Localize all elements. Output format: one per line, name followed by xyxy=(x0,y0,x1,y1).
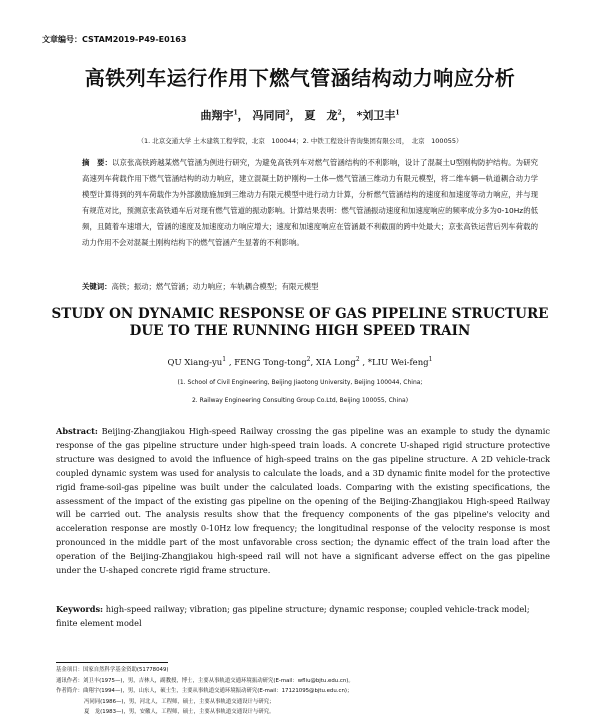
en-author-3: XIA Long$^2$ xyxy=(315,356,360,368)
footnote-corresponding: 通讯作者：刘卫丰(1975—)，男，吉林人，副教授，博士，主要从事轨道交通环境振动研究(E-mail：wfliu@bjtu.edu.cn)。 xyxy=(56,677,354,684)
english-authors: QU Xiang-$yu^1$ , FENG Tong-tong$^2$, XIA Long$^2$ , *LIU Wei-feng$^1$ xyxy=(167,356,433,368)
english-affiliation-1: (1. School of Civil Engineering, Beijing Jiaotong University, Beijing 100044, China; xyxy=(177,379,423,386)
cn-author-1: 曲翔宇$^1$ xyxy=(200,109,238,122)
cn-keywords-text: 高铁；振动；燃气管涵；动力响应；车轨耦合模型；有限元模型 xyxy=(111,282,319,291)
en-author-2: FENG Tong-tong$^2$ xyxy=(234,356,311,368)
en-keywords-text: high-speed railway; vibration; gas pipeline structure; dynamic response; coupled vehicle-track model; finite element model xyxy=(56,604,530,628)
english-keywords xyxy=(56,603,550,631)
chinese-keywords xyxy=(82,281,538,292)
english-affiliation-2: 2. Railway Engineering Consulting Group Co.Ltd, Beijing 100055, China) xyxy=(191,397,409,404)
footnote-fund: 基金项目：国家自然科学基金资助(51778049) xyxy=(56,667,169,673)
cn-abstract-label: 摘 要： xyxy=(82,158,113,167)
cn-author-4: *刘卫丰$^1$ xyxy=(356,109,400,122)
chinese-title: 高铁列车运行作用下燃气管涵结构动力响应分析 xyxy=(84,66,516,90)
cn-author-3: 夏 龙$^2$ xyxy=(304,109,342,122)
english-abstract xyxy=(56,425,550,578)
footnote-divider xyxy=(56,662,168,663)
cn-abstract-text: 以京张高铁跨越某燃气管涵为例进行研究，为避免高铁列车对燃气管涵结构的不利影响，设计了混凝土U型刚构防护结构。为研究高速列车荷载作用下燃气管涵结构的动力响应，建立混凝土防护刚构—土体—燃气管涵三维动力有限元模型，将二维车辆—轨道耦合动力学模型计算得到的列车荷载作为外部激励施加到三维动力有限元模型中进行动力计算，分析燃气管涵结构的速度和加速度等动力响应，并与现有规范对比，预测京张高铁通车后对现有燃气管道的振动影响。计算结果表明：燃气管涵振动速度和加速度响应的频率成分多为0-10Hz的低频，且随着车速增大，管涵的速度及加速度动力响应增大；速度和加速度响应在管涵最不利截面的跨中处最大；京张高铁运营后列车荷载的动力作用不会对混凝土刚构结构下的燃气管涵产生显著的不利影响。 xyxy=(82,158,538,247)
en-keywords-label: Keywords: xyxy=(56,604,104,614)
footnote-author-1: 作者简介：曲翔宇(1994—)，男，山东人，硕士生，主要从事轨道交通环境振动研究(E-mail：17121095@bjtu.edu.cn)； xyxy=(56,688,353,694)
article-id: 文章编号：CSTAM2019-P49-E0163 xyxy=(42,35,187,44)
en-abstract-label: Abstract: xyxy=(56,426,98,436)
cn-author-2: 冯同同$^2$ xyxy=(252,109,290,122)
en-abstract-text: Beijing-Zhangjiakou High-speed Railway crossing the gas pipeline was an example to study the dynamic response of the gas pipeline structure under high-speed train loads. A concrete U-shaped rigid structure protective structure was designed to avoid the influence of high-speed trains on the gas pipeline structure. A 2D vehicle-track coupled dynamic system was used for analysis to calculate the loads, and a 3D dynamic finite model for the protective rigid frame-soil-gas pipeline was built under the calculated loads. Comparing with the existing specifications, the assessment of the impact of the existing gas pipeline on the opening of the Beijing-Zhangjiakou High-speed Railway will be carried out. The analysis results show that the frequency components of the gas pipeline's velocity and acceleration response are mostly 0-10Hz low frequency; the longitudinal response of the velocity response is most pronounced in the middle part of the most unfavorable cross section; the dynamic effect of the train load after the operation of the Beijing-Zhangjiakou high-speed rail will not have a significant adverse effect on the gas pipeline under the U-shaped concrete rigid frame structure. xyxy=(56,426,550,576)
cn-keywords-label: 关键词： xyxy=(82,282,112,291)
en-author-1: QU Xiang-$yu^1$ xyxy=(167,356,227,368)
chinese-affiliation: （1. 北京交通大学 土木建筑工程学院，北京 100044；2. 中铁工程设计咨询集团有限公司， 北京 100055） xyxy=(137,137,463,145)
footnotes xyxy=(56,665,556,718)
chinese-abstract xyxy=(82,155,538,251)
en-author-4: *LIU Wei-feng$^1$ xyxy=(367,356,433,368)
english-title: STUDY ON DYNAMIC RESPONSE OF GAS PIPELINE STRUCTURE DUE TO THE RUNNING HIGH SPEED TRAIN xyxy=(51,306,549,339)
chinese-authors: 曲翔宇$^1$， 冯同同$^2$， 夏 龙$^2$， *刘卫丰$^1$ xyxy=(200,109,400,122)
footnote-author-3: 夏 龙(1983—)，男，安徽人，工程师，硕士，主要从事轨道交通设计与研究。 xyxy=(84,709,275,715)
footnote-author-2: 冯同同(1986—)，男，河北人，工程师，硕士，主要从事轨道交通设计与研究； xyxy=(84,698,275,705)
